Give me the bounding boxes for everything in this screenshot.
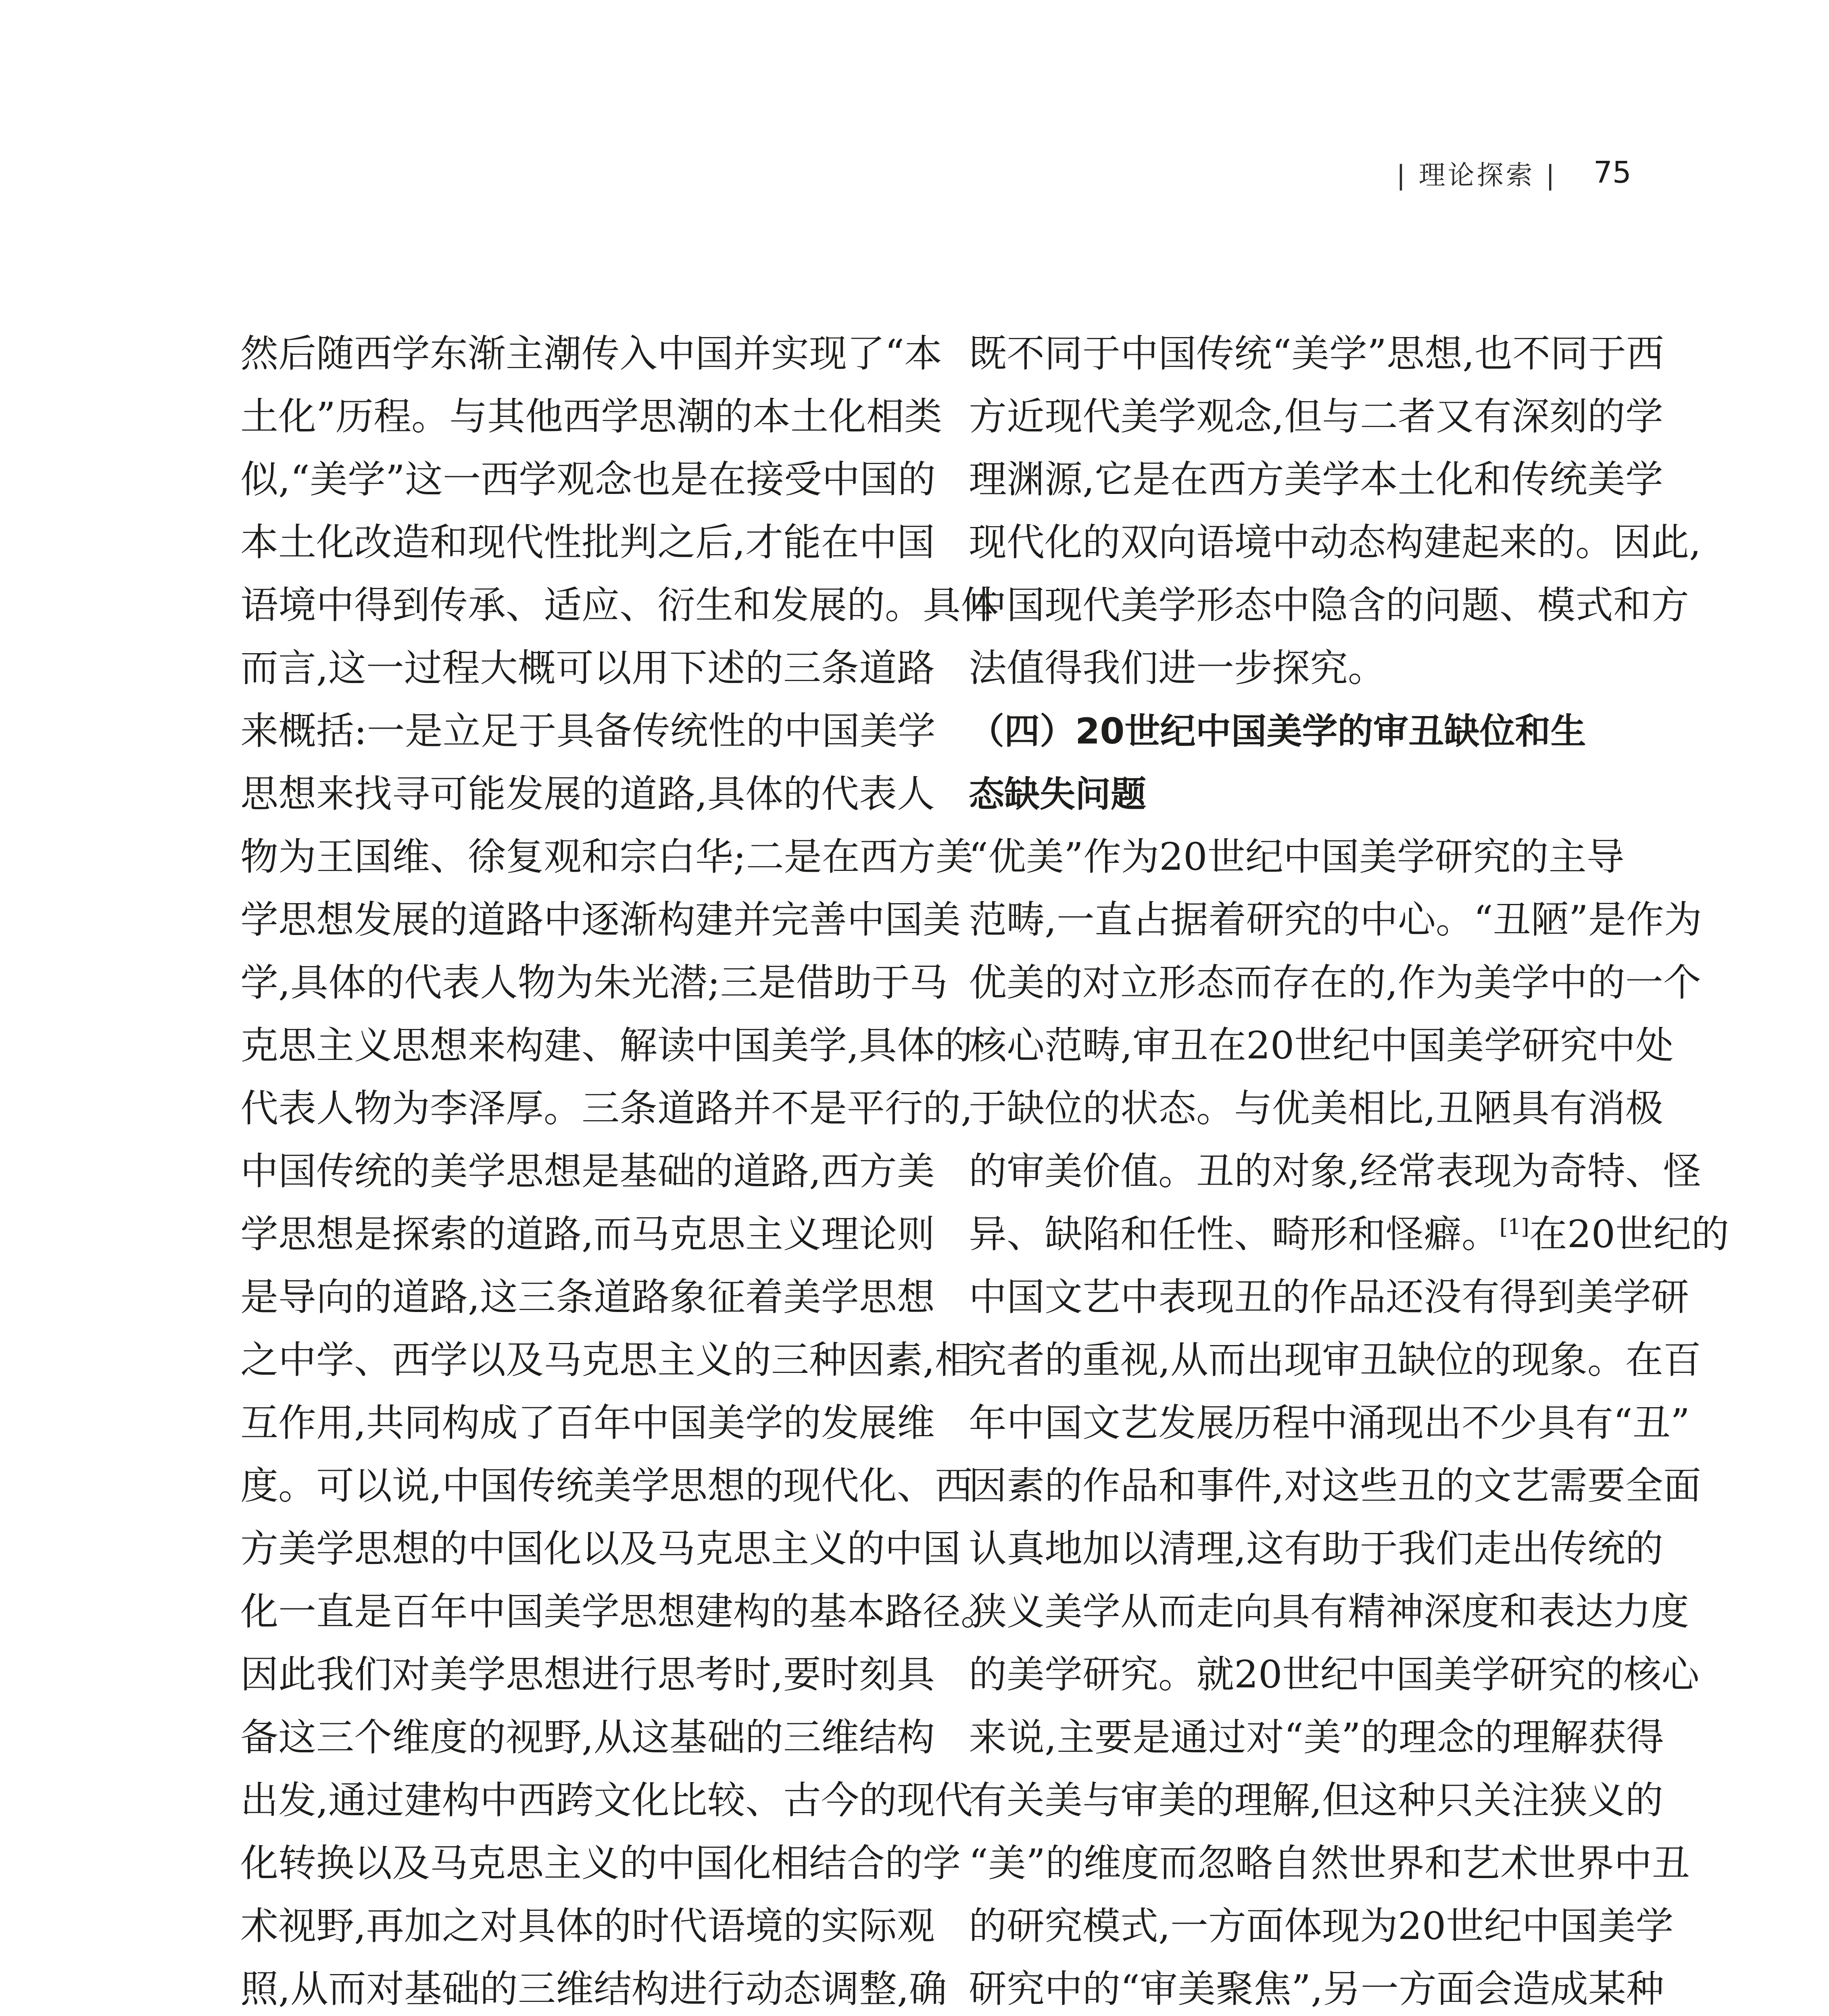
section-heading-line: 态缺失问题 <box>969 773 1147 815</box>
body-text-line: 而言,这一过程大概可以用下述的三条道路 <box>240 646 935 690</box>
body-text-line: 克思主义思想来构建、解读中国美学,具体的 <box>240 1024 973 1068</box>
body-text-line: 有关美与审美的理解,但这种只关注狭义的 <box>969 1779 1663 1822</box>
body-text-line: 本土化改造和现代性批判之后,才能在中国 <box>240 521 935 564</box>
body-text-line: 物为王国维、徐复观和宗白华;二是在西方美 <box>240 835 974 879</box>
body-text-line: 代表人物为李泽厚。三条道路并不是平行的, <box>240 1087 973 1131</box>
body-text-line: 中国文艺中表现丑的作品还没有得到美学研 <box>969 1275 1689 1319</box>
body-text-line: 中国传统的美学思想是基础的道路,西方美 <box>240 1150 935 1193</box>
body-text-line: “优美”作为20世纪中国美学研究的主导 <box>969 835 1625 879</box>
body-text-line: 认真地加以清理,这有助于我们走出传统的 <box>969 1527 1663 1571</box>
body-text-segment: 在20世纪的 <box>1529 1212 1729 1256</box>
body-text-line: 年中国文艺发展历程中涌现出不少具有“丑” <box>969 1401 1690 1445</box>
body-text-line: 范畴,一直占据着研究的中心。“丑陋”是作为 <box>969 898 1702 942</box>
body-text-line: 狭义美学从而走向具有精神深度和表达力度 <box>969 1590 1689 1634</box>
section-tag: | 理论探索 | <box>1396 159 1557 191</box>
body-text-line: 化一直是百年中国美学思想建构的基本路径。 <box>240 1590 999 1634</box>
body-text-line: 互作用,共同构成了百年中国美学的发展维 <box>240 1401 935 1445</box>
body-text-line: 法值得我们进一步探究。 <box>969 646 1386 690</box>
body-text-line: 中国现代美学形态中隐含的问题、模式和方 <box>969 583 1689 627</box>
page-number: 75 <box>1593 155 1631 190</box>
body-text-line <box>969 1203 1729 1266</box>
body-text-line: 学思想是探索的道路,而马克思主义理论则 <box>240 1212 935 1256</box>
body-text-line: 的研究模式,一方面体现为20世纪中国美学 <box>969 1904 1674 1948</box>
body-text-line: 优美的对立形态而存在的,作为美学中的一个 <box>969 961 1701 1005</box>
body-text-line: 研究中的“审美聚焦”,另一方面会造成某种 <box>969 1967 1664 2011</box>
body-text-line: 之中学、西学以及马克思主义的三种因素,相 <box>240 1338 973 1382</box>
body-text-line: 方近现代美学观念,但与二者又有深刻的学 <box>969 395 1663 439</box>
body-text-line: 语境中得到传承、适应、衍生和发展的。具体 <box>240 583 999 627</box>
right-column <box>969 323 1729 2016</box>
body-text-line: 然后随西学东渐主潮传入中国并实现了“本 <box>240 332 943 376</box>
running-header <box>1396 152 1631 193</box>
body-text-line: 思想来找寻可能发展的道路,具体的代表人 <box>240 772 935 816</box>
footnote-reference[interactable]: [1] <box>1499 1215 1529 1239</box>
body-text-line: 理渊源,它是在西方美学本土化和传统美学 <box>969 458 1663 502</box>
body-text-segment: 异、缺陷和任性、畸形和怪癖。 <box>969 1212 1500 1256</box>
section-heading-line: （四）20世纪中国美学的审丑缺位和生 <box>969 710 1586 752</box>
body-text-line: 备这三个维度的视野,从这基础的三维结构 <box>240 1716 935 1760</box>
body-text-line: 的审美价值。丑的对象,经常表现为奇特、怪 <box>969 1150 1701 1193</box>
body-text-line: “美”的维度而忽略自然世界和艺术世界中丑 <box>969 1841 1690 1885</box>
body-text-line: 因此我们对美学思想进行思考时,要时刻具 <box>240 1653 935 1697</box>
body-text-line: 学,具体的代表人物为朱光潜;三是借助于马 <box>240 961 948 1005</box>
body-text-line: 似,“美学”这一西学观念也是在接受中国的 <box>240 458 936 502</box>
body-text-line: 土化”历程。与其他西学思潮的本土化相类 <box>240 395 943 439</box>
body-text-line: 度。可以说,中国传统美学思想的现代化、西 <box>240 1464 973 1508</box>
body-text-line: 究者的重视,从而出现审丑缺位的现象。在百 <box>969 1338 1701 1382</box>
body-text-line: 现代化的双向语境中动态构建起来的。因此, <box>969 521 1701 564</box>
body-text-line: 核心范畴,审丑在20世纪中国美学研究中处 <box>969 1024 1674 1068</box>
body-text-line: 出发,通过建构中西跨文化比较、古今的现代 <box>240 1779 973 1822</box>
body-text-line: 因素的作品和事件,对这些丑的文艺需要全面 <box>969 1464 1701 1508</box>
body-text-line: 是导向的道路,这三条道路象征着美学思想 <box>240 1275 935 1319</box>
left-column <box>240 323 999 2016</box>
body-text-line: 来概括:一是立足于具备传统性的中国美学 <box>240 709 936 753</box>
body-text-line: 于缺位的状态。与优美相比,丑陋具有消极 <box>969 1087 1663 1131</box>
body-text-line: 学思想发展的道路中逐渐构建并完善中国美 <box>240 898 961 942</box>
body-text-line: 来说,主要是通过对“美”的理念的理解获得 <box>969 1716 1664 1760</box>
body-text-line: 术视野,再加之对具体的时代语境的实际观 <box>240 1904 935 1948</box>
body-text-line: 的美学研究。就20世纪中国美学研究的核心 <box>969 1653 1700 1697</box>
body-text-line: 化转换以及马克思主义的中国化相结合的学 <box>240 1841 961 1885</box>
body-text-line: 照,从而对基础的三维结构进行动态调整,确 <box>240 1967 947 2011</box>
body-text-line: 方美学思想的中国化以及马克思主义的中国 <box>240 1527 961 1571</box>
body-text-line: 既不同于中国传统“美学”思想,也不同于西 <box>969 332 1664 376</box>
